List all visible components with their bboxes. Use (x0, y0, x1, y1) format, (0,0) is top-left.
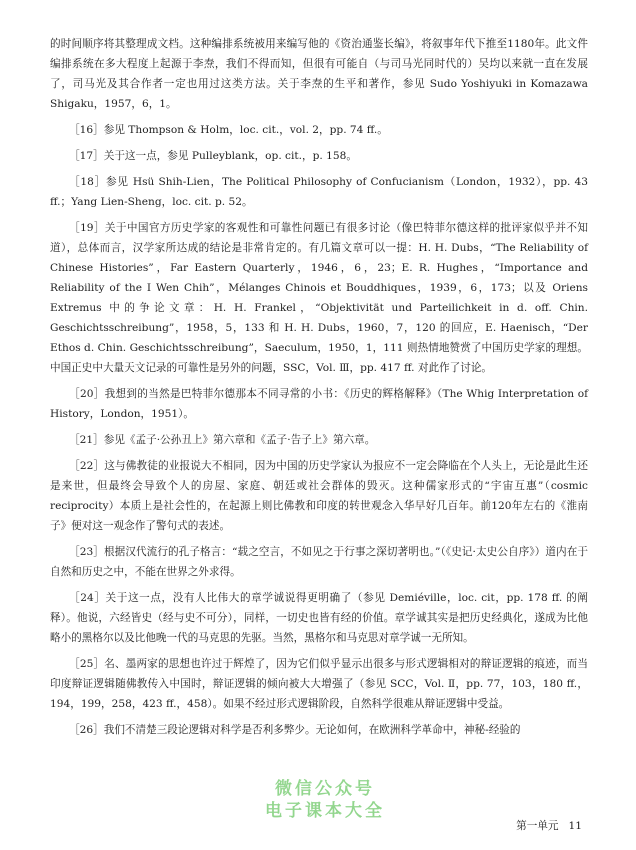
footnote-24: ［24］关于这一点，没有人比伟大的章学诚说得更明确了（参见 Demiéville，loc. cit，pp. 178 ff. 的阐释）。他说，六经皆史（经与史不可分），同样，一切史也皆有经的价值。章学诚其实是把历史经典化，遂成为比他略小的黑格尔以及比他晚一代的马克思的先驱。当然，黑格尔和马克思对章学诚一无所知。 (50, 592, 588, 644)
footnote-16: ［16］参见 Thompson & Holm，loc. cit.，vol. 2，pp. 74 ff.。 (69, 124, 388, 136)
watermark-line-1: 微信公众号 (275, 779, 375, 799)
footnote-22: ［22］这与佛教徒的业报说大不相同，因为中国的历史学家认为报应不一定会降临在个人头上，无论是此生还是来世，但最终会导致个人的房屋、家庭、朝廷或社会群体的毁灭。这种儒家形式的“宇宙互惠”（cosmic reciprocity）本质上是社会性的，在起源上则比佛教和印度的转世观念入华早好几百年。前120年左右的《淮南子》便对这一观念作了警句式的表述。 (50, 460, 588, 532)
unit-label: 第一单元 (516, 820, 559, 832)
footnote-26: ［26］我们不清楚三段论逻辑对科学是否利多弊少。无论如何，在欧洲科学革命中，神秘-经验的 (69, 724, 521, 736)
watermark (230, 778, 420, 822)
page-number: 11 (568, 820, 582, 832)
footnote-25: ［25］名、墨两家的思想也许过于辉煌了，因为它们似乎显示出很多与形式逻辑相对的辩证逻辑的痕迹，而当印度辩证逻辑随佛教传入中国时，辩证逻辑的倾向被大大增强了（参见 SCC，Vol. Ⅱ，pp. 77，103，180 ff.，194，199，258，423 ff.，458）。如果不经过形式逻辑阶段，自然科学很难从辩证逻辑中受益。 (50, 658, 588, 710)
page-footer (506, 818, 582, 833)
footnote-17: ［17］关于这一点，参见 Pulleyblank，op. cit.，p. 158。 (69, 150, 357, 162)
footnote-19: ［19］关于中国官方历史学家的客观性和可靠性问题已有很多讨论（像巴特菲尔德这样的批评家似乎并不知道），总体而言，汉学家所达成的结论是非常肯定的。有几篇文章可以一提：H. H. Dubs，“The Reliability of Chinese Histories”，Far Eastern Quarterly，1946，6，23；E. R. Hughes，“Importance and Reliability of the I Wen Chih”，Mélanges Chinois et Bouddhiques，1939，6，173；以及 Oriens Extremus 中的争论文章：H. H. Frankel，“Objektivität und Parteilichkeit in d. off. Chin. Geschichtsschreibung”，1958，5，133 和 H. H. Dubs，1960，7，120 的回应，E. Haenisch，“Der Ethos d. Chin. Geschichtsschreibung”，Saeculum，1950，1，111 则热情地赞赏了中国历史学家的理想。中国正史中大量天文记录的可靠性是另外的问题，SSC，Vol. Ⅲ，pp. 417 ff. 对此作了讨论。 (50, 222, 588, 374)
footnote-20: ［20］我想到的当然是巴特菲尔德那本不同寻常的小书：《历史的辉格解释》（The Whig Interpretation of History，London，1951）。 (50, 388, 588, 420)
paragraph-continued: 的时间顺序将其整理成文档。这种编排系统被用来编写他的《资治通鉴长编》，将叙事年代下推至1180年。此文件编排系统在多大程度上起源于李焘，我们不得而知，但很有可能自（与司马光同时代的）吴均以来就一直在发展了，司马光及其合作者一定也用过这类方法。关于李焘的生平和著作，参见 Sudo Yoshiyuki in Komazawa Shigaku，1957，6，1。 (50, 38, 588, 110)
watermark-line-2: 电子课本大全 (265, 801, 385, 821)
footnote-18: ［18］参见 Hsü Shih-Lien，The Political Philosophy of Confucianism（London，1932），pp. 43 ff.；Yang Lien-Sheng，loc. cit. p. 52。 (50, 176, 588, 208)
footnote-21: ［21］参见《孟子·公孙丑上》第六章和《孟子·告子上》第六章。 (69, 434, 376, 446)
footnote-23: ［23］根据汉代流行的孔子格言：“载之空言，不如见之于行事之深切著明也。”（《史记·太史公自序》）道内在于自然和历史之中，不能在世界之外求得。 (50, 546, 588, 578)
document-body (50, 34, 588, 746)
